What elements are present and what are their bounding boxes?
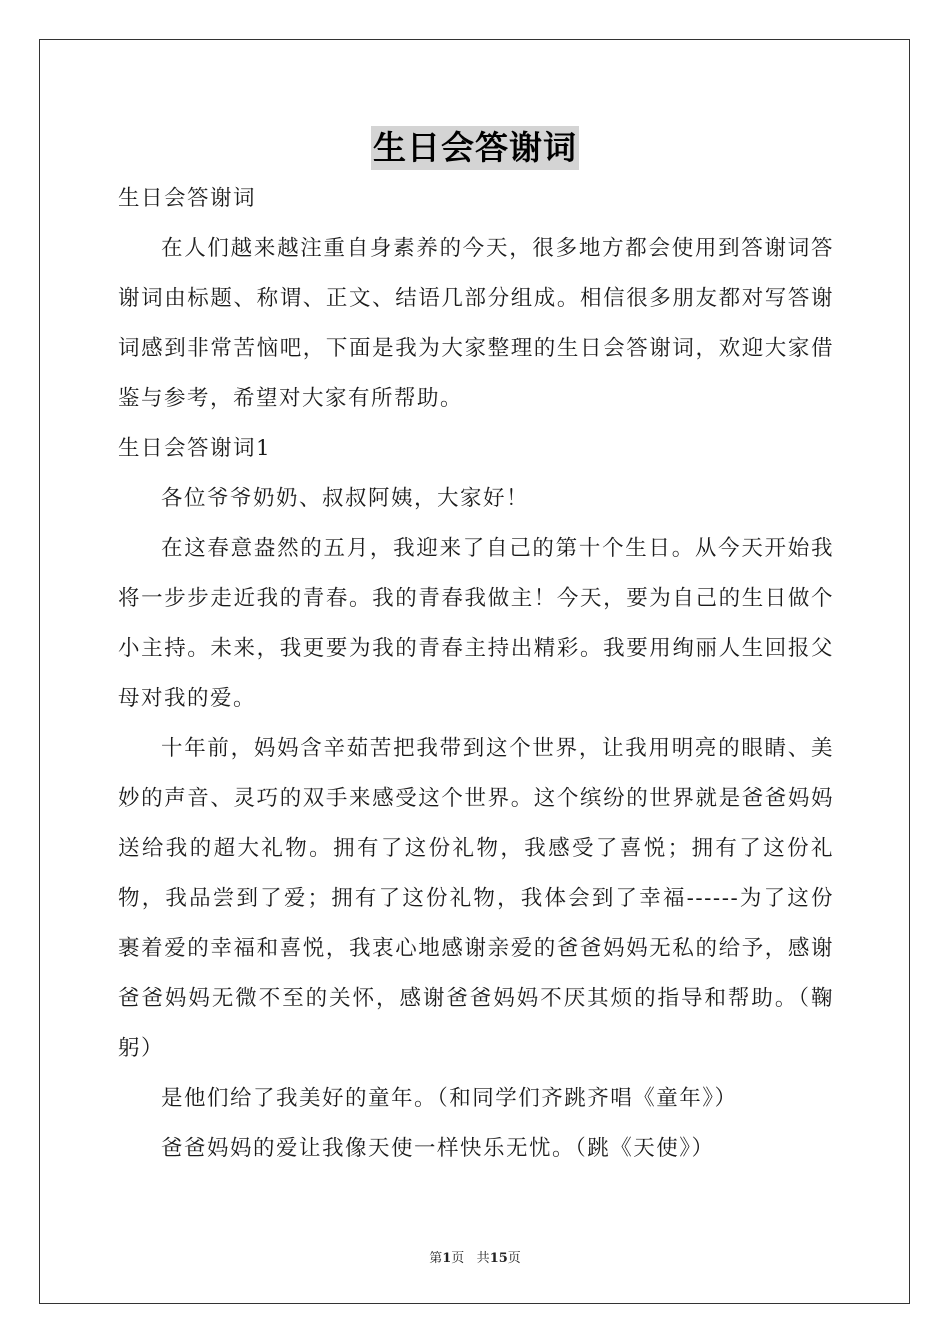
paragraph: 生日会答谢词 xyxy=(118,186,257,211)
paragraph: 在这春意盎然的五月，我迎来了自己的第十个生日。从今天开始我将一步步走近我的青春。我的青春我做主！今天，要为自己的生日做个小主持。未来，我更要为我的青春主持出精彩。我要用绚丽人生回报父母对我的爱。 xyxy=(118,536,834,711)
total-suffix: 页 xyxy=(507,1251,521,1266)
page-current: 1 xyxy=(442,1251,452,1266)
document-title: 生日会答谢词 xyxy=(371,126,579,170)
title-container xyxy=(0,126,950,170)
paragraph: 十年前，妈妈含辛茹苦把我带到这个世界，让我用明亮的眼睛、美妙的声音、灵巧的双手来感受这个世界。这个缤纷的世界就是爸爸妈妈送给我的超大礼物。拥有了这份礼物，我感受了喜悦；拥有了这份礼物，我品尝到了爱；拥有了这份礼物，我体会到了幸福------为了这份裹着爱的幸福和喜悦，我衷心地感谢亲爱的爸爸妈妈无私的给予，感谢爸爸妈妈无微不至的关怀，感谢爸爸妈妈不厌其烦的指导和帮助。（鞠躬） xyxy=(118,736,834,1061)
paragraph: 是他们给了我美好的童年。（和同学们齐跳齐唱《童年》） xyxy=(161,1086,738,1111)
paragraph: 爸爸妈妈的爱让我像天使一样快乐无忧。（跳《天使》） xyxy=(161,1136,715,1161)
section-heading: 生日会答谢词1 xyxy=(118,436,272,461)
total-prefix: 共 xyxy=(476,1251,490,1266)
page-footer xyxy=(0,1247,950,1266)
page-prefix: 第 xyxy=(429,1251,443,1266)
paragraph: 各位爷爷奶奶、叔叔阿姨，大家好！ xyxy=(161,486,530,511)
paragraph: 在人们越来越注重自身素养的今天，很多地方都会使用到答谢词答谢词由标题、称谓、正文、结语几部分组成。相信很多朋友都对写答谢词感到非常苦恼吧，下面是我为大家整理的生日会答谢词，欢迎大家借鉴与参考，希望对大家有所帮助。 xyxy=(118,236,834,411)
page-total: 15 xyxy=(489,1251,508,1266)
page-suffix: 页 xyxy=(451,1251,465,1266)
document-body xyxy=(118,174,834,1174)
